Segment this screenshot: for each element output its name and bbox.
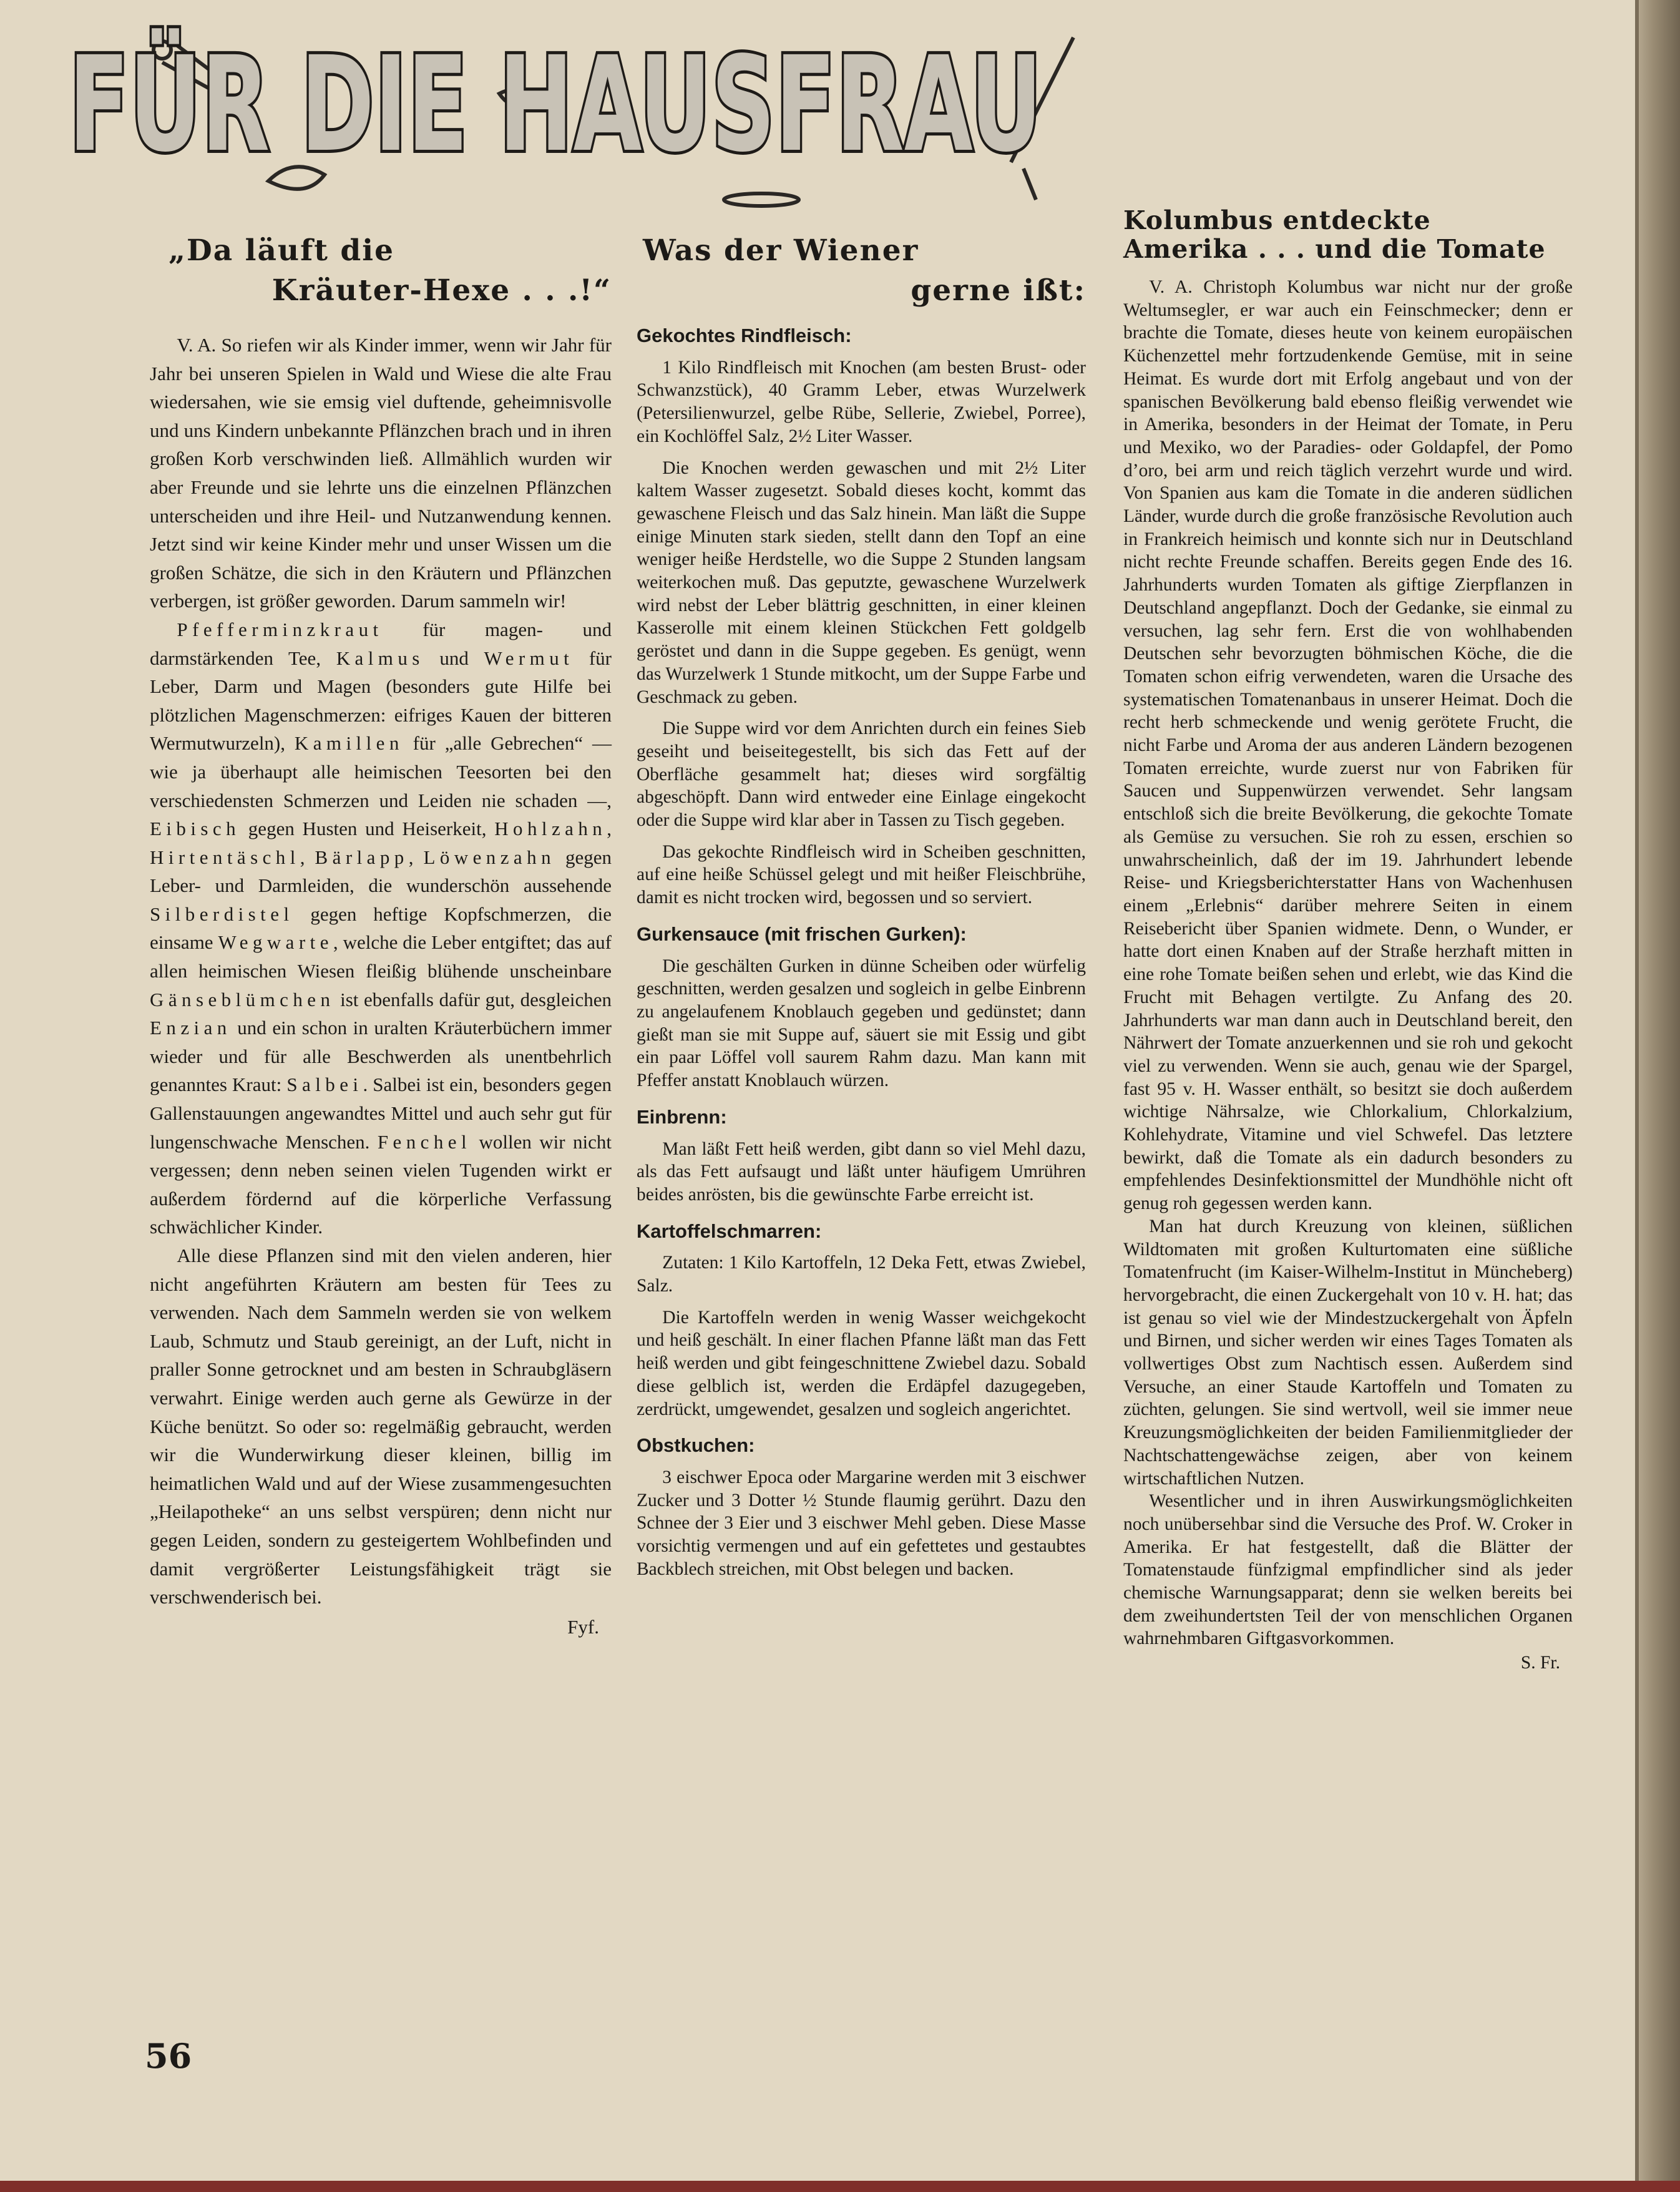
paragraph: Alle diese Pflanzen sind mit den vielen anderen, hier nicht angeführten Kräutern am besten für Tees zu verwenden. Nach dem Sammeln werden sie von welkem Laub, Schmutz und Staub gereinigt, an der Luft, nicht in praller Sonne getrocknet und am besten in Schraubgläsern verwahrt. Einige werden auch gerne als Gewürze in der Küche benützt. So oder so: regelmäßig gebraucht, werden wir die Wunderwirkung dieser kleinen, billig im heimatlichen Wald und auf der Wiese zusammengesuchten „Heilapotheke“ an uns selbst verspüren; denn nicht nur gegen Leiden, sondern zu gesteigertem Wohlbefinden und damit vergrößerter Leistungsfähigkeit trägt sie verschwenderisch bei. bbox=[150, 1245, 612, 1608]
article-heading bbox=[150, 231, 612, 311]
article-wiener-rezepte bbox=[637, 231, 1086, 1580]
herb-name: Salbei bbox=[286, 1074, 363, 1096]
recipe-heading: Kartoffelschmarren: bbox=[637, 1220, 822, 1242]
heading-line-1: Kolumbus entdeckte bbox=[1123, 205, 1431, 235]
text-run: und ein schon in uralten Kräuterbüchern immer wieder und für alle Beschwerden als unentbehrlich genanntes Kraut: bbox=[150, 1017, 612, 1096]
herb-name: Hohlzahn bbox=[494, 818, 607, 840]
article-heading bbox=[1123, 206, 1573, 263]
herb-name: Kalmus bbox=[336, 647, 424, 669]
recipe-heading: Einbrenn: bbox=[637, 1105, 727, 1128]
text-run: für Leber, Darm und Magen (besonders gute Hilfe bei plötzlichen Magenschmerzen: eifriges Kauen der bitteren Wermutwurzeln), bbox=[150, 647, 612, 755]
paragraph: Die Suppe wird vor dem Anrichten durch ein feines Sieb geseiht und beiseitegestellt, bis sich das Fett auf der Oberfläche gesammelt hat; dieses wird sorgfältig abgeschöpft. Dann wird entweder eine Einlage eingekocht oder die Suppe wird klar aber in Tassen zu Tisch gegeben. bbox=[637, 718, 1086, 831]
herb-name: Fenchel bbox=[377, 1130, 472, 1153]
paragraph: Das gekochte Rindfleisch wird in Scheiben geschnitten, auf eine heiße Schüssel gelegt und mit heißer Fleischbrühe, damit es nicht trocken wird, begossen und so serviert. bbox=[637, 841, 1086, 908]
paragraph: Zutaten: 1 Kilo Kartoffeln, 12 Deka Fett, etwas Zwiebel, Salz. bbox=[637, 1253, 1086, 1296]
herb-name: Löwenzahn bbox=[423, 846, 556, 868]
herb-name: Pfefferminzkraut bbox=[177, 618, 383, 640]
text-run: und bbox=[424, 647, 484, 669]
heading-line-2: gerne ißt: bbox=[911, 273, 1086, 308]
text-run: . Salbei ist ein, besonders gegen Gallenstauungen angewandtes Mittel und auch sehr gut für lungenschwache Menschen. bbox=[150, 1074, 612, 1153]
text-run: , bbox=[607, 818, 612, 840]
text-run: gegen Leber- und Darmleiden, die wunderschön aussehende bbox=[150, 846, 612, 897]
article-kolumbus-tomate bbox=[1123, 206, 1573, 1675]
paragraph: 1 Kilo Rindfleisch mit Knochen (am besten Brust- oder Schwanzstück), 40 Gramm Leber, etwas Wurzelwerk (Petersilienwurzel, gelbe Rübe, Sellerie, Zwiebel, Porree), ein Kochlöffel Salz, 2½ Liter Wasser. bbox=[637, 357, 1086, 446]
banner-title: FÜR DIE HAUSFRAU bbox=[69, 28, 1507, 181]
paragraph: Die Kartoffeln werden in wenig Wasser weichgekocht und heiß geschält. In einer flachen Pfanne läßt man das Fett heiß werden und gibt feingeschnittene Zwiebel dazu. Sobald diese gelblich ist, werden die Erdäpfel dazugegeben, zerdrückt, umgewendet, gesalzen und sogleich angerichtet. bbox=[637, 1307, 1086, 1419]
paragraph: 3 eischwer Epoca oder Margarine werden mit 3 eischwer Zucker und 3 Dotter ½ Stunde flaumig gerührt. Dazu den Schnee der 3 Eier und 3 eischwer Mehl geben. Diese Masse vorsichtig vermengen und auf ein gefettetes und gestaubtes Backblech streichen, mit Obst belegen und backen. bbox=[637, 1467, 1086, 1579]
herb-name: Hirtentäschl bbox=[150, 846, 300, 868]
text-run: wollen wir nicht vergessen; denn neben seinen vielen Tugenden wirkt er außerdem fördernd auf die körperliche Verfassung schwächlicher Kinder. bbox=[150, 1130, 612, 1238]
text-run: ist ebenfalls dafür gut, desgleichen bbox=[335, 988, 612, 1010]
heading-line-2: Kräuter-Hexe . . .!“ bbox=[271, 273, 612, 308]
article-body bbox=[150, 331, 612, 1641]
article-kraeuter-hexe bbox=[150, 231, 612, 1641]
herb-name: Gänseblümchen bbox=[150, 988, 335, 1010]
herb-name: Bärlapp bbox=[315, 846, 409, 868]
paragraph-herbs bbox=[150, 615, 612, 1241]
text-run: , bbox=[300, 846, 315, 868]
herb-name: Silberdistel bbox=[150, 903, 294, 925]
text-run: für „alle Gebrechen“ — wie ja überhaupt alle heimischen Teesorten bei den verschiedensten Schmerzen und Leiden nie schaden —, bbox=[150, 732, 612, 811]
paragraph: Die geschälten Gurken in dünne Scheiben oder würfelig geschnitten, werden gesalzen und sogleich in gelbe Einbrenn zu angelaufenem Knoblauch gegeben und gedünstet; dann gießt man sie mit Suppe auf, säuert sie mit Essig und gibt ein paar Löffel voll saurem Rahm dazu. Man kann mit Pfeffer anstatt Knoblauch würzen. bbox=[637, 956, 1086, 1091]
paragraph: V. A. So riefen wir als Kinder immer, wenn wir Jahr für Jahr bei unseren Spielen in Wald und Wiese die alte Frau wiedersahen, wie sie emsig viel duftende, geheimnisvolle und uns Kindern unbekannte Pflänzchen brach und in ihren großen Korb verschwinden ließ. Allmählich wurden wir aber Freunde und sie lehrte uns die einzelnen Pflänzchen unterscheiden und ihre Heil- und Nutzanwendung kennen. Jetzt sind wir keine Kinder mehr und unser Wissen um die großen Schätze, die sich in den Kräutern und Pflänzchen verbergen, ist größer geworden. Darum sammeln wir! bbox=[150, 334, 612, 612]
text-run: , welche die Leber entgiftet; das auf allen heimischen Wiesen fleißig blühende unscheinbare bbox=[150, 931, 612, 982]
header-banner bbox=[62, 25, 1507, 212]
recipe-heading: Obstkuchen: bbox=[637, 1434, 755, 1457]
herb-name: Eibisch bbox=[150, 818, 241, 840]
paragraph: V. A. Christoph Kolumbus war nicht nur der große Weltumsegler, er war auch ein Feinschmecker; denn er brachte die Tomate, dieses heute von keinem europäischen Küchenzettel mehr fortzudenkende Gemüse, mit in seine Heimat. Es wurde dort mit Erfolg angebaut und von der spanischen Bevölkerung bald ebenso fleißig verwendet wie in Amerika, besonders in der Heimat der Tomate, in Peru und Mexiko, wo der Paradies- oder Goldapfel, der Pomo d’oro, bei arm und reich täglich verzehrt wurde und wird. Von Spanien aus kam die Tomate in die anderen südlichen Länder, wurde durch die große französische Revolution auch in Frankreich heimisch und konnte sich nur in Deutschland nicht rechte Freunde schaffen. Bereits gegen Ende des 16. Jahrhunderts wurden Tomaten als giftige Zierpflanzen in Deutschland angepflanzt. Doch der Gedanke, sie einmal zu versuchen, lag sehr fern. Erst die von wohlhabenden Deutschen sehr bevorzugten böhmischen Köche, die die Tomaten schon eifrig verwendeten, waren die Ursache des systematischen Tomatenanbaus in unserer Heimat. Doch die recht herb schmeckende und wenig gerötete Frucht, die nicht Farbe und Aroma der aus anderen Ländern bezogenen Tomaten erreichte, wurde zuerst nur von Fabriken für Saucen und Suppenwürzen verwendet. Sehr langsam entschloß sich die breite Bevölkerung, die gekochte Tomate als Gemüse zu versuchen. Sie roh zu essen, erschien so unwahrscheinlich, daß der im 19. Jahrhundert lebende Reise- und Kriegsberichterstatter Hans von Wachenhusen einem „Erlebnis“ darüber mehrere Seiten in einem Reisebericht über Spanien widmete. Denn, o Wunder, er hatte dort einen Knaben auf der Straße herzhaft mitten in eine rohe Tomate beißen sehen und erlebt, wie das Kind die Frucht mit Behagen vertilgte. Zu Anfang des 20. Jahrhunderts war man dann auch in Deutschland bereit, den Nährwert der Tomate anzuerkennen und sie roh und gekocht viel zu verwenden. Wenn sie auch, genau wie der Spargel, fast 95 v. H. Wasser enthält, so besitzt sie doch außerdem wichtige Nährsalze, wie Chlorkalium, Chlorkalzium, Kohlehydrate, Vitamine und viel Schwefel. Das letztere bewirkt, daß die Tomate als ein dadurch besonders zu empfehlendes Desinfektionsmittel der Mundhöhle nicht oft genug roh gegessen werden kann. bbox=[1123, 277, 1573, 1214]
article-body bbox=[1123, 276, 1573, 1675]
herb-name: Wegwarte bbox=[218, 931, 333, 954]
banner-illustration bbox=[62, 25, 1507, 212]
recipe-heading: Gurkensauce (mit frischen Gurken): bbox=[637, 922, 967, 945]
page-number: 56 bbox=[145, 2036, 192, 2076]
herb-name: Enzian bbox=[150, 1017, 232, 1039]
text-run: für magen- und darmstärkenden Tee, bbox=[150, 618, 612, 669]
bottom-edge-band bbox=[0, 2181, 1680, 2192]
article-body bbox=[637, 325, 1086, 1580]
text-run: gegen heftige Kopfschmerzen, die einsame bbox=[150, 903, 612, 954]
paragraph: Die Knochen werden gewaschen und mit 2½ Liter kaltem Wasser zugesetzt. Sobald dieses kocht, kommt das gewaschene Fleisch und das Salz hinein. Man läßt die Suppe einige Minuten stark sieden, stellt dann den Topf an eine weniger heiße Herdstelle, wo die Suppe 2 Stunden langsam weiterkochen muß. Das geputzte, gewaschene Wurzelwerk wird nebst der Leber blättrig geschnitten, in einer kleinen Kasserolle mit einem kleinen Stückchen Fett goldgelb geröstet und dann in die Suppe gegeben. Es genügt, wenn das Wurzelwerk 1 Stunde mitkocht, um der Suppe Farbe und Geschmack zu geben. bbox=[637, 457, 1086, 707]
paragraph: Man läßt Fett heiß werden, gibt dann so viel Mehl dazu, als das Fett aufsaugt und läßt unter häufigem Umrühren beides anrösten, bis die gewünschte Farbe erreicht ist. bbox=[637, 1138, 1086, 1205]
herb-name: Kamillen bbox=[294, 732, 404, 755]
heading-line-2: Amerika . . . und die Tomate bbox=[1123, 234, 1546, 264]
heading-line-1: „Da läuft die bbox=[168, 233, 394, 268]
paragraph: Wesentlicher und in ihren Auswirkungsmöglichkeiten noch unübersehbar sind die Versuche des Prof. W. Croker in Amerika. Er hat festgestellt, daß die Blätter der Tomatenstaude fünfzigmal empfindlicher sind als jeder chemische Warnungsapparat; denn sie welken bereits bei dem zweihundertsten Teil der von menschlichen Organen wahrnehmbaren Giftgasvorkommen. bbox=[1123, 1491, 1573, 1649]
herb-name: Wermut bbox=[484, 647, 574, 669]
page-edge-shadow bbox=[1635, 0, 1680, 2192]
text-run: gegen Husten und Heiserkeit, bbox=[240, 818, 495, 840]
heading-line-1: Was der Wiener bbox=[643, 233, 919, 268]
recipe-heading: Gekochtes Rindfleisch: bbox=[637, 325, 852, 346]
text-run: , bbox=[408, 846, 424, 868]
author-signature: Fyf. bbox=[567, 1615, 599, 1638]
author-signature: S. Fr. bbox=[1520, 1653, 1560, 1673]
article-heading bbox=[637, 231, 1086, 311]
paragraph: Man hat durch Kreuzung von kleinen, süßlichen Wildtomaten mit großen Kulturtomaten eine süßliche Tomatenfrucht (im Kaiser-Wilhelm-Institut in Müncheberg) hervorgebracht, die einen Zuckergehalt von 10 v. H. hat; das ist genau so viel wie der Mindestzuckergehalt von Äpfeln und Birnen, und sicher werden wir eines Tages Tomaten als vollwertiges Obst zum Nachtisch essen. Außerdem sind Versuche, an einer Staude Kartoffeln und Tomaten zu züchten, gelungen. Sie sind wertvoll, weil sie immer neue Kreuzungsmöglichkeiten der beiden Familienmitglieder der Nachtschattengewächse zeigen, aber von keinem wirtschaftlichen Nutzen. bbox=[1123, 1216, 1573, 1489]
